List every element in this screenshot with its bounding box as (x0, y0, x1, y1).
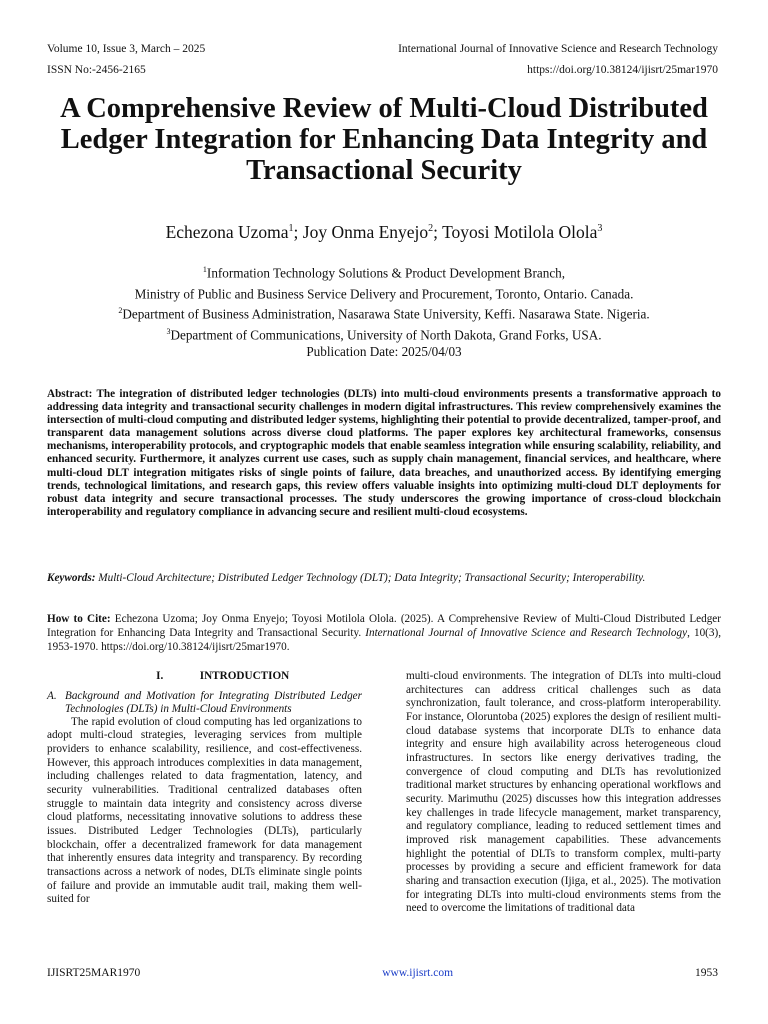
author-affil-marker: 1 (288, 223, 294, 235)
author: Echezona Uzoma (165, 222, 289, 242)
journal-name: International Journal of Innovative Science and Research Technology (398, 43, 718, 55)
running-header-bottom (47, 64, 718, 76)
body-paragraph: multi-cloud environments. The integration of DLTs into multi-cloud architectures can address critical challenges such as data synchronization, fault tolerance, and cross-platform interoperability. For instance, Oloruntoba (2025) explores the design of resilient multi-cloud database systems that incorporate DLTs to enhance data integrity and ensure high availability across heterogeneous cloud infrastructures. In sectors like energy derivatives trading, the convergence of cloud computing and DLTs has revolutionized traditional market structures by enhancing operational workflows and security. Marimuthu (2025) discusses how this integration addresses key challenges in trade lifecycle management, market transparency, and regulatory compliance, leading to reduced settlement times and improved risk management capabilities. These advancements highlight the potential of DLTs to transform complex, multi-party processes by providing a secure and efficient framework for data sharing and transaction execution (Ijiga, et al., 2025). The motivation for integrating DLTs into multi-cloud environments stems from the need to overcome the limitations of traditional data (406, 670, 721, 915)
affiliation-text: Department of Communications, University of North Dakota, Grand Forks, USA. (170, 327, 602, 343)
citation-journal: International Journal of Innovative Science and Research Technology (365, 626, 688, 639)
author-separator: ; (293, 222, 303, 242)
left-column (47, 670, 362, 907)
page-footer (47, 967, 718, 979)
citation-text: Echezona Uzoma; Joy Onma Enyejo; Toyosi Motilola Olola. (2025). A Comprehensive Review of Multi-Cloud Distributed Ledger Integration for Enhancing Data Integrity and Transactional Security. (47, 613, 722, 639)
running-header-top (47, 43, 718, 55)
affiliation-text: Information Technology Solutions & Product Development Branch, (206, 265, 566, 281)
author-affil-marker: 3 (597, 223, 603, 235)
affiliation-marker: 1 (202, 265, 207, 274)
paper-title: A Comprehensive Review of Multi-Cloud Distributed Ledger Integration for Enhancing Data Integrity and Transactional Security (60, 93, 708, 186)
subsection-heading (47, 690, 362, 716)
affiliation (40, 282, 728, 303)
section-heading (47, 670, 362, 684)
footer-website-link[interactable]: www.ijisrt.com (382, 967, 454, 979)
body-paragraph: The rapid evolution of cloud computing has led organizations to adopt multi-cloud strategies, leveraging services from multiple providers to enhance scalability, resilience, and cost-effectiveness. However, this approach introduces complexities in data management, including challenges related to data fragmentation, latency, and security vulnerabilities. Traditional centralized databases often struggle to maintain data integrity and consistency across diverse cloud platforms, necessitating innovative solutions to address these issues. Distributed Ledger Technologies (DLTs), particularly blockchain, offer a decentralized framework for data management that inherently ensures data integrity and transparency. By recording transactions across a network of nodes, DLTs eliminate single points of failure and provide an immutable audit trail, making them well-suited for (47, 715, 362, 906)
author: Toyosi Motilola Olola (442, 222, 598, 242)
citation-details: , 10(3), 1953-1970. https://doi.org/10.38124/ijisrt/25mar1970. (47, 626, 722, 653)
how-to-cite (47, 613, 721, 654)
author-list (0, 222, 768, 243)
how-to-cite-label: How to Cite: (47, 613, 111, 625)
volume-issue: Volume 10, Issue 3, March – 2025 (47, 43, 206, 55)
affiliation-text: Department of Business Administration, Nasarawa State University, Keffi. Nasarawa State. Nigeria. (122, 306, 650, 322)
publication-date: Publication Date: 2025/04/03 (306, 344, 462, 359)
affiliation (40, 302, 728, 323)
affiliation-text: Ministry of Public and Business Service Delivery and Procurement, Toronto, Ontario. Canada. (134, 286, 634, 302)
keywords-text: Multi-Cloud Architecture; Distributed Ledger Technology (DLT); Data Integrity; Transactional Security; Interoperability. (98, 572, 646, 584)
affiliation-marker: 3 (166, 327, 171, 337)
keywords (47, 572, 721, 586)
section-number: I. (156, 670, 164, 682)
keywords-label: Keywords: (47, 572, 96, 584)
doi-link[interactable]: https://doi.org/10.38124/ijisrt/25mar1970 (527, 64, 718, 76)
author-affil-marker: 2 (428, 223, 434, 235)
author: Joy Onma Enyejo (302, 222, 429, 242)
footer-paper-id: IJISRT25MAR1970 (47, 967, 141, 979)
author-separator: ; (433, 222, 443, 242)
affiliation (40, 261, 728, 282)
section-title: INTRODUCTION (199, 670, 290, 682)
subsection-title: Background and Motivation for Integrating Distributed Ledger Technologies (DLTs) in Multi-Cloud Environments (65, 689, 362, 715)
affiliations (40, 261, 728, 344)
issn: ISSN No:-2456-2165 (47, 64, 146, 76)
affiliation (40, 323, 728, 344)
page-number: 1953 (695, 967, 718, 979)
affiliation-marker: 2 (118, 306, 123, 316)
subsection-letter: A. (47, 689, 57, 702)
abstract: Abstract: The integration of distributed ledger technologies (DLTs) into multi-cloud environments presents a transformative approach to addressing data integrity and transactional security challenges in modern digital infrastructures. This review comprehensively examines the intersection of multi-cloud computing and distributed ledger systems, highlighting their potential to provide decentralized, tamper-proof, and transparent data management solutions across diverse cloud platforms. The paper explores key architectural frameworks, consensus mechanisms, interoperability protocols, and cryptographic models that enable seamless integration while ensuring scalability, reliability, and enhanced security. Furthermore, it analyzes current use cases, such as supply chain management, financial services, and healthcare, where multi-cloud DLT integration mitigates risks of single points of failure, data breaches, and unauthorized access. By identifying emerging trends, technological limitations, and research gaps, this review offers valuable insights into optimizing multi-cloud DLT deployments for robust data integrity and secure transactional processes. The study underscores the growing importance of cross-cloud blockchain interoperability and regulatory compliance in advancing secure and resilient multi-cloud ecosystems. (47, 388, 721, 518)
right-column (406, 670, 721, 916)
